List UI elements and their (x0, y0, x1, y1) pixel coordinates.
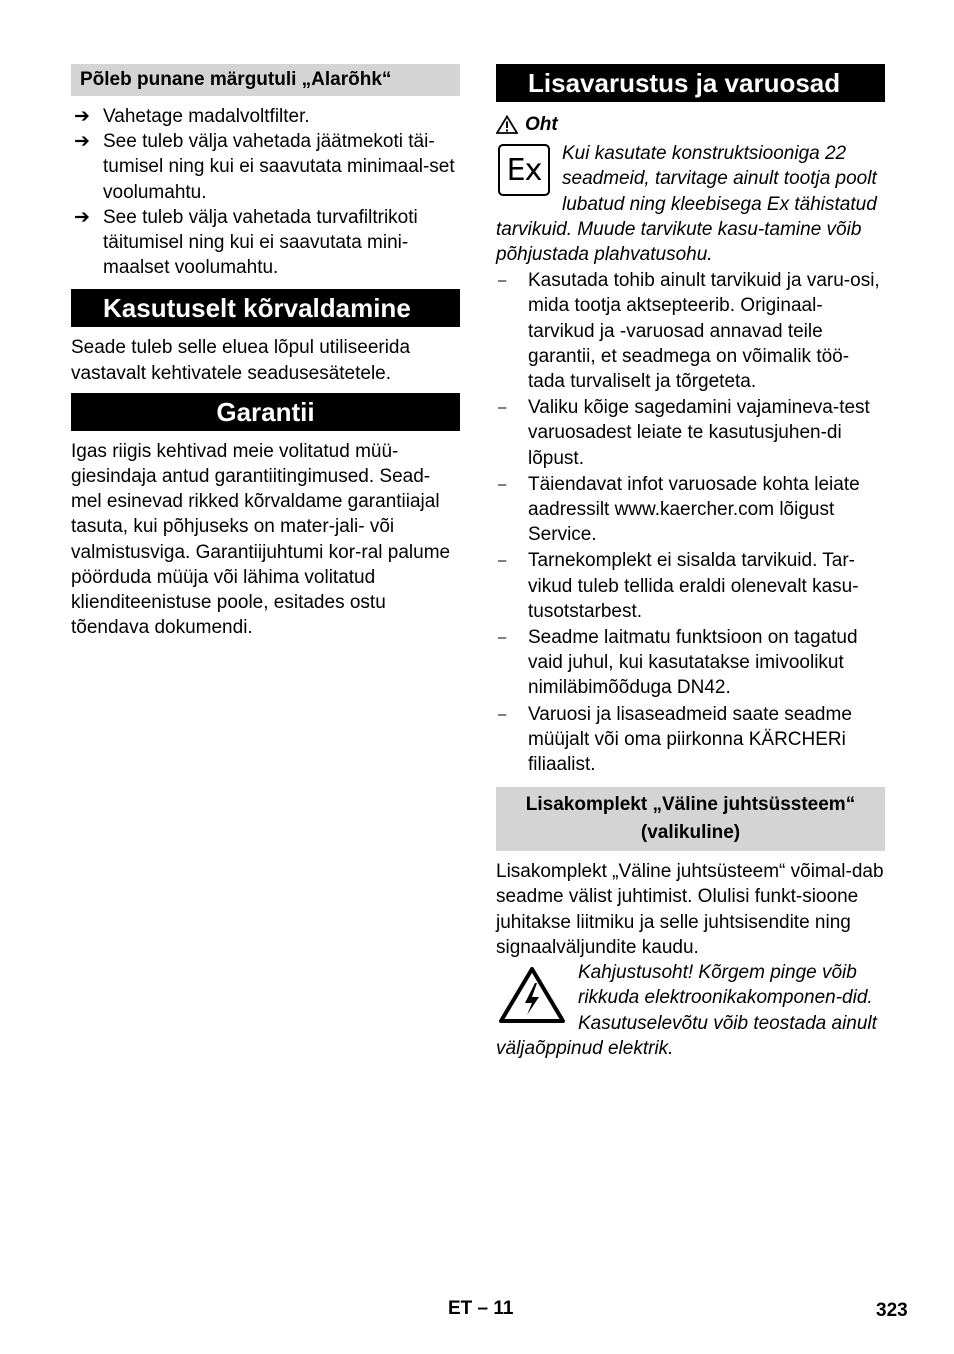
dash-bullet: – (498, 705, 507, 723)
dash-bullet: – (498, 629, 507, 647)
accessories-heading: Lisavarustus ja varuosad (496, 64, 885, 102)
list-item: – Seadme laitmatu funktsioon on tagatud vaid juhul, kui kasutatakse imivoolikut nimiläbimõõduga DN42. (498, 627, 858, 699)
alarm-heading: Põleb punane märgutuli „Alarõhk“ (71, 64, 460, 96)
ex-warning-block (496, 141, 885, 267)
voltage-warning-text: Kahjustusoht! Kõrgem pinge võib rikkuda elektroonikakomponen-did. Kasutuselevõtu võib teostada ainult väljaõppinud elektrik. (496, 962, 877, 1059)
list-item: ➔ Vahetage madalvoltfilter. (71, 104, 460, 129)
list-item: ➔ See tuleb välja vahetada turvafiltrikoti täitumisel ning kui ei saavutata mini-maalset voolumahtu. (74, 206, 418, 279)
right-column (496, 64, 885, 1061)
arrow-right-icon: ➔ (74, 131, 90, 153)
danger-label: Oht (496, 112, 885, 137)
ex-warning-text: Kui kasutate konstruktsiooniga 22 seadmeid, tarvitage ainult tootja poolt lubatud ning kleebisega Ex tähistatud tarvikuid. Muude tarvikute kasu-tamine võib põhjustada plahvatusohu. (496, 143, 877, 266)
list-item: – Täiendavat infot varuosade kohta leiate aadressilt www.kaercher.com lõigust Service. (498, 473, 860, 546)
ex-explosion-protection-icon: Ex (498, 144, 550, 196)
warning-triangle-icon (496, 115, 518, 134)
disposal-heading: Kasutuselt kõrvaldamine (71, 289, 460, 327)
list-item: ➔ See tuleb välja vahetada jäätmekoti täi-tumisel ning kui ei saavutata minimaal-set voolumahtu. (74, 131, 455, 203)
dash-bullet: – (498, 399, 507, 417)
list-item: – Valiku kõige sagedamini vajamineva-test varuosadest leiate te kasutusjuhen-di lõpust. (498, 397, 870, 469)
dash-bullet: – (498, 475, 507, 493)
warranty-text: Igas riigis kehtivad meie volitatud müü-giesindaja antud garantiitingimused. Sead-mel esinevad rikked kõrvaldame garantiiajal tasuta, kui põhjuseks on mater-jali- või valmistusviga. Garantiijuhtumi kor-ral palume pöörduda müüja või lähima volitatud klienditeenistuse poole, esitades ostu tõendava dokumendi. (71, 440, 451, 639)
kit-heading: Lisakomplekt „Väline juhtsüssteem“ (valikuline) (496, 787, 885, 851)
disposal-text: Seade tuleb selle eluea lõpul utiliseerida vastavalt kehtivatele seadusesätetele. (71, 337, 411, 384)
list-item: – Kasutada tohib ainult tarvikuid ja varu-osi, mida tootja aktsepteerib. Originaal-tarvikud ja -varuosad annavad teile garantii, et seadmega on võimalik töö-tada turvaliselt ja tõrgeteta. (498, 270, 880, 393)
page-number: 323 (876, 1300, 908, 1321)
alarm-list (71, 104, 460, 280)
kit-text: Lisakomplekt „Väline juhtsüsteem“ võimal-dab seadme välist juhtimist. Olulisi funkt-sioone juhitakse liitmiku ja selle juhtsisendite ning signaalväljundite kaudu. (496, 861, 884, 958)
dash-bullet: – (498, 552, 507, 570)
left-column (71, 64, 460, 640)
list-item: – Tarnekomplekt ei sisalda tarvikuid. Tar-vikud tuleb tellida eraldi olenevalt kasu-tusotstarbest. (498, 550, 859, 622)
dash-bullet: – (498, 272, 507, 290)
high-voltage-warning-icon (498, 966, 566, 1031)
list-item: – Varuosi ja lisaseadmeid saate seadme müüjalt või oma piirkonna KÄRCHERi filiaalist. (498, 703, 852, 776)
accessories-list (496, 268, 885, 777)
arrow-right-icon: ➔ (74, 206, 90, 228)
section-page-label: ET – 11 (448, 1298, 514, 1319)
arrow-right-icon: ➔ (74, 106, 90, 127)
voltage-warning-block (496, 960, 885, 1061)
warranty-heading: Garantii (71, 393, 460, 431)
